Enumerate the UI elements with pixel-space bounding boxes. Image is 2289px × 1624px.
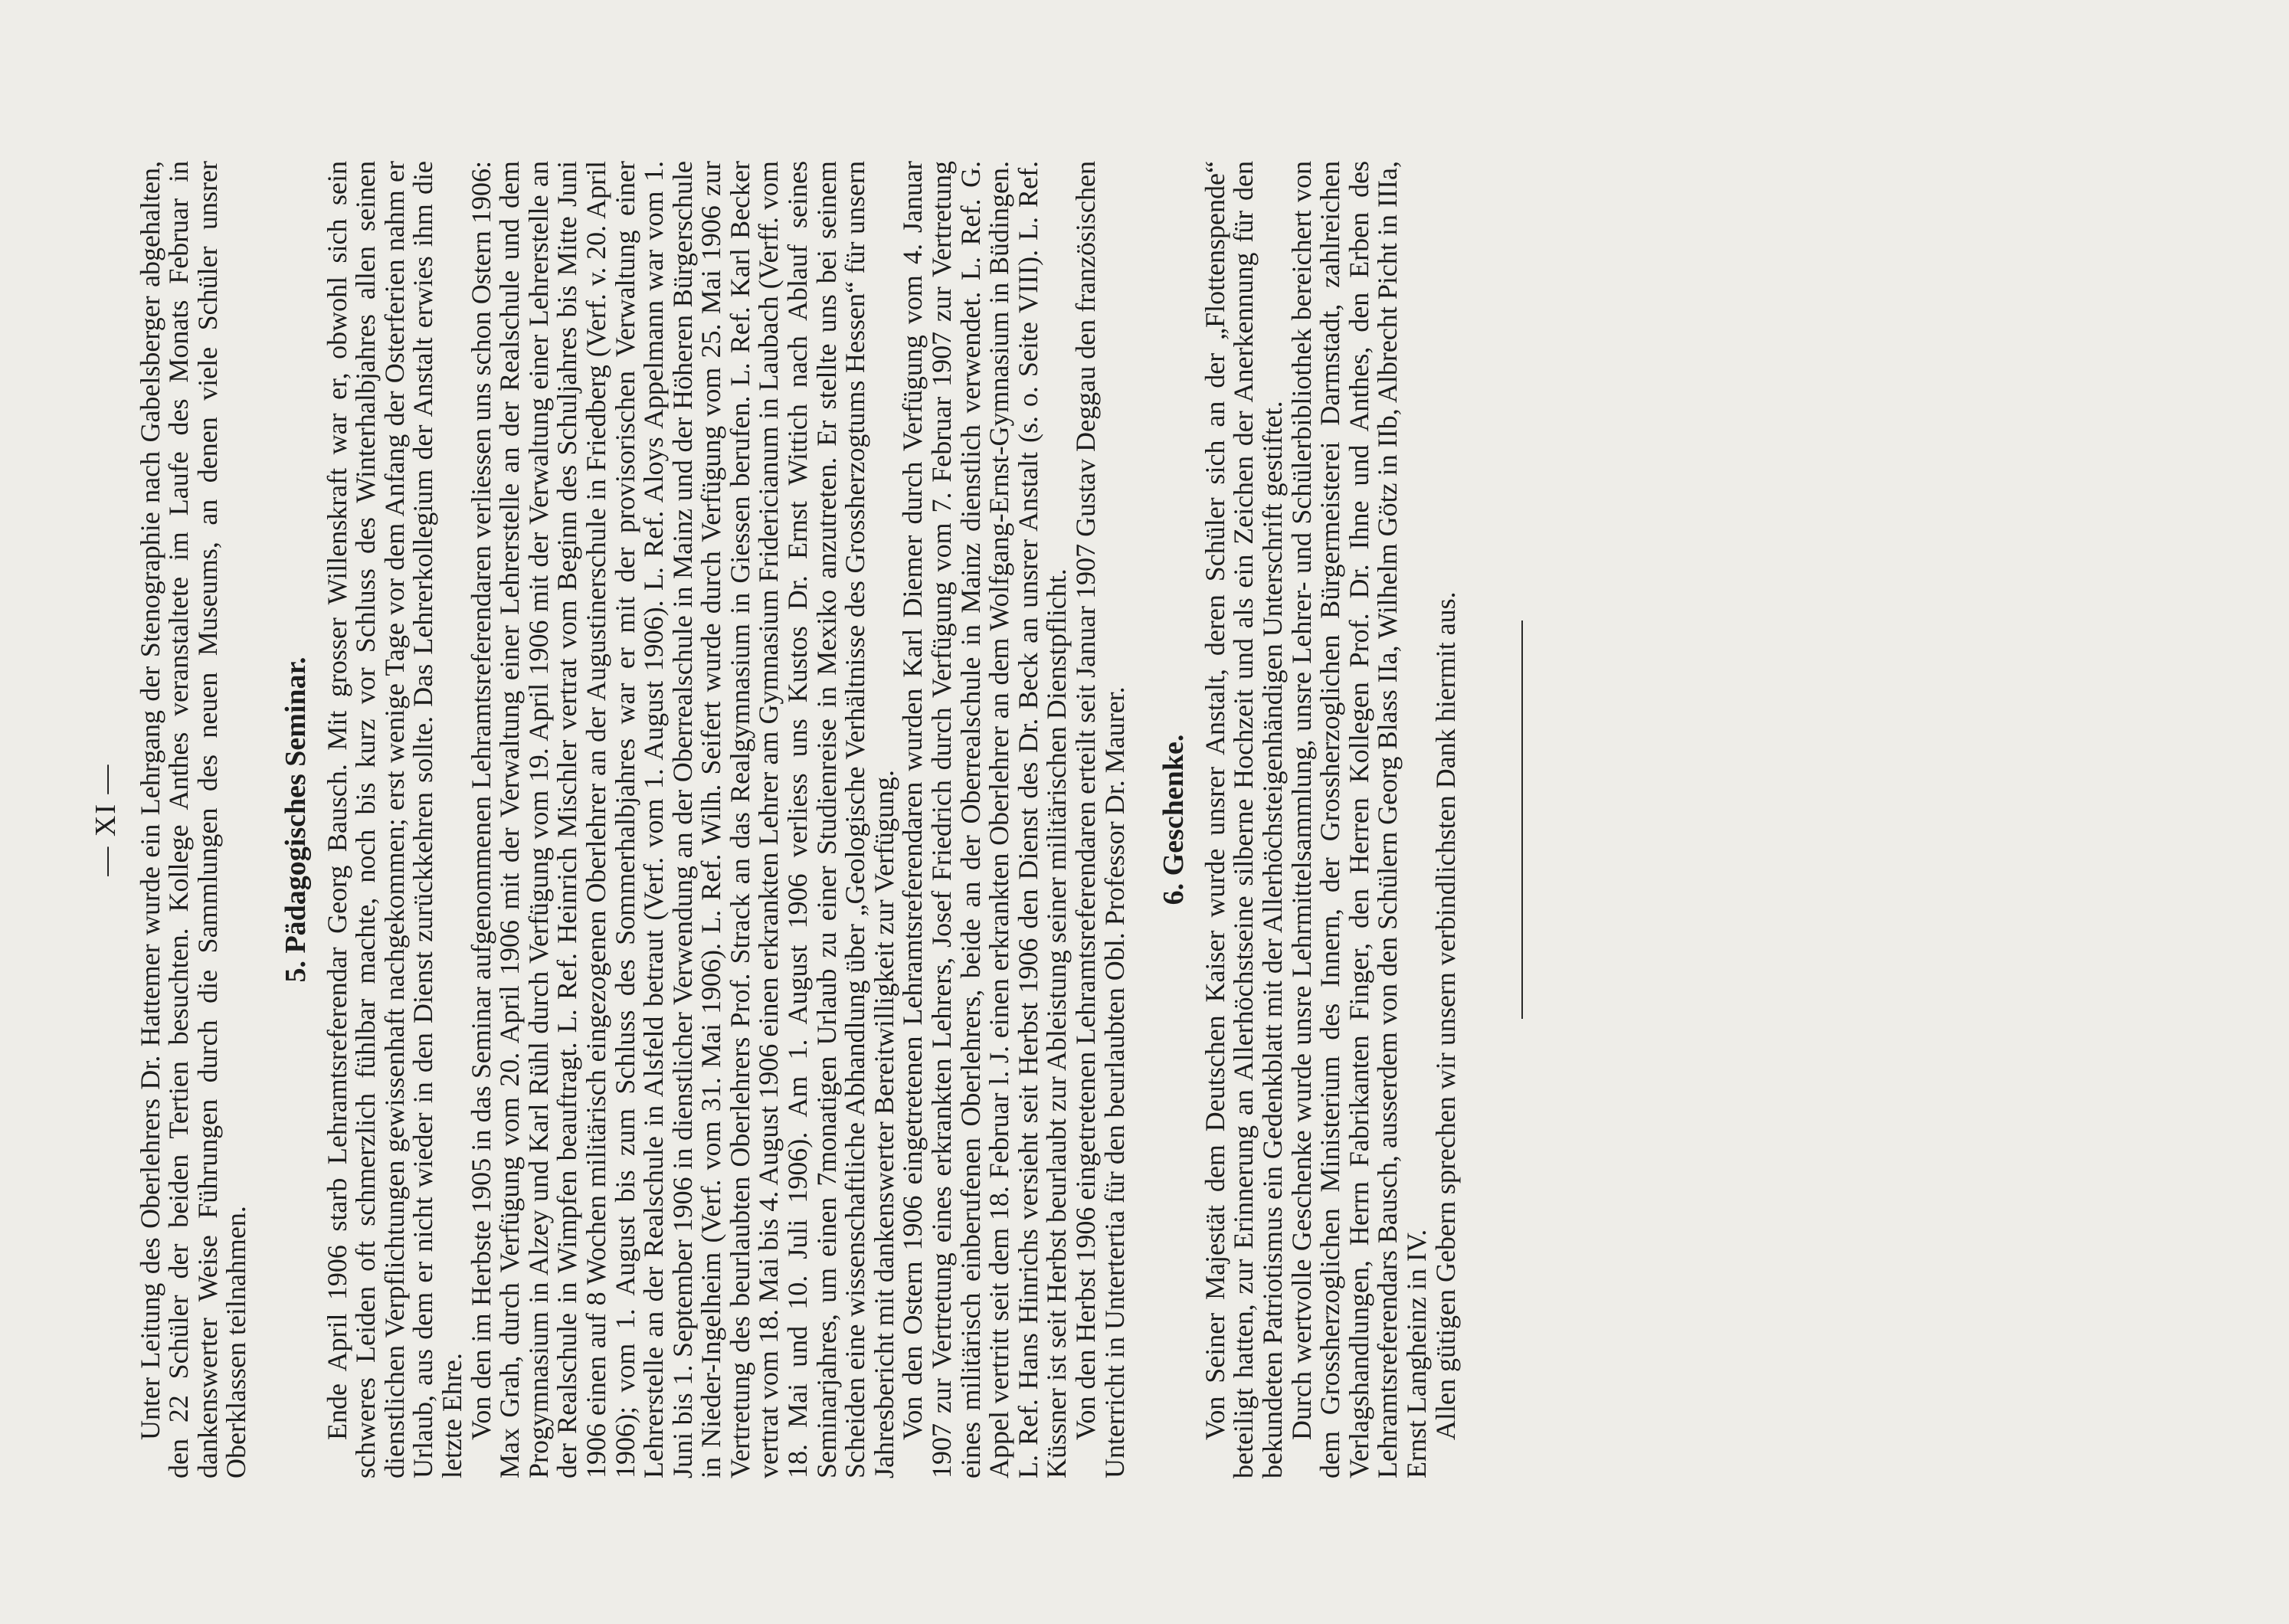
page-number: — XI — bbox=[90, 763, 122, 876]
page-content bbox=[92, 161, 1523, 1478]
geschenke-paragraph-3: Allen gütigen Gebern sprechen wir unsern verbindlichsten Dank hiermit aus. bbox=[1429, 591, 1461, 1440]
section-heading-seminar: 5. Pädagogisches Seminar. bbox=[279, 656, 312, 983]
seminar-paragraph-2: Von den im Herbste 1905 in das Seminar aufgenommenen Lehramtsreferendaren verliessen uns schon Ostern 1906: Max Grah, durch Verfügung vom 20. April 1906 mit der Verwaltung einer Lehrerstelle an der Realschule und dem Progymnasium in Alzey und Karl Rühl durch Verfügung vom 19. April 1906 mit der Verwaltung einer Lehrerstelle an der Realschule in Wimpfen beauftragt. L. Ref. Heinrich Mischler vertrat vom Beginn des Schuljahres bis Mitte Juni 1906 einen auf 8 Wochen militärisch eingezogenen Oberlehrer an der Augustinerschule in Friedberg (Verf. v. 20. April 1906); vom 1. August bis zum Schluss des Sommerhalbjahres war er mit der provisorischen Verwaltung einer Lehrerstelle an der Realschule in Alsfeld betraut (Verf. vom 1. August 1906). L. Ref. Aloys Appelmann war vom 1. Juni bis 1. September 1906 in dienstlicher Verwendung an der Oberrealschule in Mainz und der Höheren Bürgerschule in Nieder-Ingelheim (Verf. vom 31. Mai 1906). L. Ref. Wilh. Seifert wurde durch Verfügung vom 25. Mai 1906 zur Vertretung des beurlaubten Oberlehrers Prof. Strack an das Realgymnasium in Giessen berufen. L. Ref. Karl Becker vertrat vom 18. Mai bis 4. August 1906 einen erkrankten Lehrer am Gymnasium Fridericianum in Laubach (Verff. vom 18. Mai und 10. Juli 1906). Am 1. August 1906 verliess uns Kustos Dr. Ernst Wittich nach Ablauf seines Seminarjahres, um einen 7monatigen Urlaub zu einer Studienreise in Mexiko anzutreten. Er stellte uns bei seinem Scheiden eine wissenschaftliche Abhandlung über „Geologische Verhältnisse des Grossherzogtums Hessen“ für unsern Jahresbericht mit dankenswerter Bereitwilligkeit zur Verfügung. bbox=[465, 161, 899, 1478]
geschenke-paragraph-2: Durch wertvolle Geschenke wurde unsre Lehrmittelsammlung, unsre Lehrer- und Schülerbibliothek bereichert von dem Grossherzoglichen Ministerium des Innern, der Grossherzoglichen Bürgermeisterei Darmstadt, zahlreichen Verlagshandlungen, Herrn Fabrikanten Finger, den Herren Kollegen Prof. Dr. Ihne und Anthes, den Erben des Lehramtsreferendars Bausch, ausserdem von den Schülern Georg Blass IIa, Wilhelm Götz in IIb, Albrecht Picht in IIIa, Ernst Langheinz in IV. bbox=[1285, 161, 1432, 1478]
geschenke-paragraph-1: Von Seiner Majestät dem Deutschen Kaiser wurde unsrer Anstalt, deren Schüler sich an der „Flottenspende“ beteiligt hatten, zur Erinnerung an Allerhöchstseine silberne Hochzeit und als ein Zeichen der Anerkennung für den bekundeten Patriotismus ein Gedenkblatt mit der Allerhöchsteigenhändigen Unterschrift gestiftet. bbox=[1199, 161, 1288, 1478]
seminar-paragraph-4: Von den Herbst 1906 eingetretenen Lehramtsreferendaren erteilt seit Januar 1907 Gustav Deggau den französischen Unterricht in Untertertia für den beurlaubten Obl. Professor Dr. Maurer. bbox=[1070, 161, 1130, 1478]
section-heading-geschenke: 6. Geschenke. bbox=[1158, 734, 1190, 905]
seminar-paragraph-1: Ende April 1906 starb Lehramtsreferendar Georg Bausch. Mit grosser Willenskraft war er, obwohl sich sein schweres Leiden oft schmerzlich fühlbar machte, noch bis kurz vor Schluss des Winterhalbjahres allen seinen dienstlichen Verpflichtungen gewissenhaft nachgekommen; erst wenige Tage vor dem Anfang der Osterferien nahm er Urlaub, aus dem er nicht wieder in den Dienst zurückkehren sollte. Das Lehrerkollegium der Anstalt erwies ihm die letzte Ehre. bbox=[321, 161, 467, 1478]
seminar-paragraph-3: Von den Ostern 1906 eingetretenen Lehramtsreferendaren wurden Karl Diemer durch Verfügung vom 4. Januar 1907 zur Vertretung eines erkrankten Lehrers, Josef Friedrich durch Verfügung vom 7. Februar 1907 zur Vertretung eines militärisch einberufenen Oberlehrers, beide an der Oberrealschule in Mainz dienstlich verwendet. L. Ref. G. Appel vertritt seit dem 18. Februar l. J. einen erkrankten Oberlehrer an dem Wolfgang-Ernst-Gymnasium in Büdingen. L. Ref. Hans Hinrichs versieht seit Herbst 1906 den Dienst des Dr. Beck an unsrer Anstalt (s. o. Seite VIII). L. Ref. Küssner ist seit Herbst beurlaubt zur Ableistung seiner militärischen Dienstpflicht. bbox=[897, 161, 1072, 1478]
closing-rule bbox=[1521, 620, 1523, 1019]
intro-paragraph: Unter Leitung des Oberlehrers Dr. Hattemer wurde ein Lehrgang der Stenographie nach Gabelsberger abgehalten, den 22 Schüler der beiden Tertien besuchten. Kollege Anthes veranstaltete im Laufe des Monats Februar in dankenswerter Weise Führungen durch die Sammlungen des neuen Museums, an denen viele Schüler unsrer Oberklassen teilnahmen. bbox=[134, 161, 252, 1478]
